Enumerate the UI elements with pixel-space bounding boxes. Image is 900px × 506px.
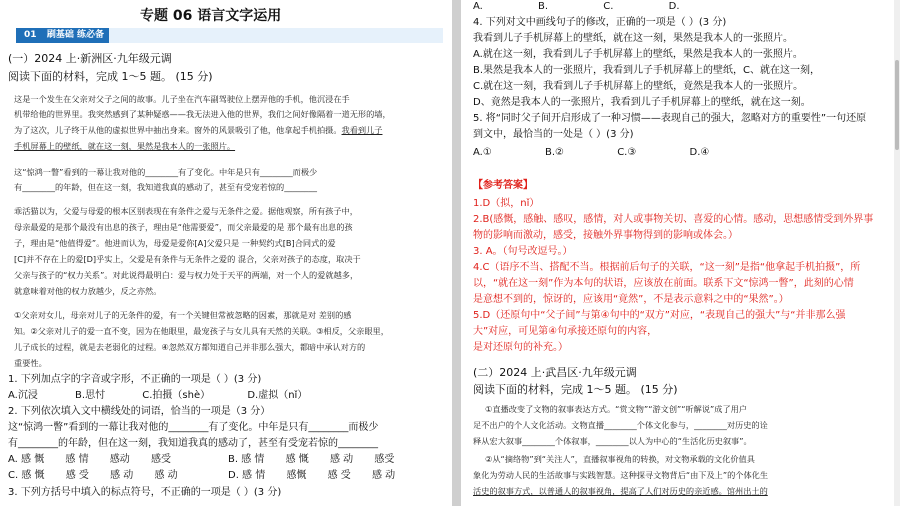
section-heading: (一）2024 上·新洲区·九年级元调 bbox=[8, 52, 172, 65]
option: A.沉浸 bbox=[8, 390, 38, 401]
passage-line: 手机屏幕上的壁纸，就在这一刻，果然是我本人的一张照片。 bbox=[14, 141, 236, 151]
answer-line: 5.D（还原句中“父子间”与第④句中的“双方”对应，“表现自己的强大”与“并非那么强 bbox=[473, 310, 846, 321]
passage-line: [C]并不存在上的爱[D]乎实上，父爱是有条件与无条件之爱的 混合，父亲对孩子的态度，取决于 bbox=[14, 254, 361, 264]
question-3-options bbox=[473, 1, 680, 13]
instruction: 阅读下面的材料，完成 1～5 题。 (15 分) bbox=[473, 383, 678, 396]
passage-line: ①直播改变了文物的叙事表达方式。“赏文物”“游文创”“听解说”成了用户 bbox=[485, 404, 748, 414]
option: D.④ bbox=[689, 147, 710, 158]
answer-line: 以，“就在这一刻”作为本句的状语，应该放在前面。联系下文“惊鸿一瞥”，此刻的心情 bbox=[473, 278, 854, 289]
page-title: 专题 06 语言文字运用 bbox=[140, 8, 282, 24]
page-gutter bbox=[452, 0, 461, 506]
option: C.③ bbox=[617, 147, 637, 158]
answer-line: 1.D（拟，nǐ） bbox=[473, 198, 540, 209]
passage-line: 活史的叙事方式，以普通人的叙事视角，提高了人们对历史的亲近感。馆州出土的 bbox=[473, 486, 768, 496]
question-4-option: A.就在这一刻，我看到儿子手机屏幕上的壁纸，果然是我本人的一张照片。 bbox=[473, 49, 803, 60]
passage-text: 为了这次，儿子终于从他的虚拟世界中抽出身来。窗外的风景吸引了他，他拿起手机拍摄。 bbox=[14, 125, 342, 135]
passage-line: 儿子成长的过程，就是去老弱化的过程。④忽然双方都知道自己并非那么强大，都暗中承认对方的 bbox=[14, 342, 366, 352]
passage-line: 乖活猫以为，父爱与母爱的根本区别表现在有条件之爱与无条件之爱。据他观察，所有孩子中， bbox=[14, 206, 358, 216]
answer-line: 是对还原句的补充。） bbox=[473, 342, 568, 353]
option-word: 感 受 bbox=[65, 470, 89, 481]
banner-text: 刷基础 练必备 bbox=[46, 30, 104, 40]
banner-number: 01 bbox=[24, 30, 37, 40]
question-2: 2. 下列依次填入文中横线处的词语，恰当的一项是（3 分） bbox=[8, 406, 271, 417]
underlined-sentence: 我看到儿子 bbox=[341, 125, 383, 135]
option: C.拍摄（shè） bbox=[142, 390, 211, 401]
vertical-scrollbar[interactable] bbox=[894, 0, 900, 506]
document-page-right bbox=[461, 0, 900, 506]
instruction: 阅读下面的材料，完成 1～5 题。 (15 分) bbox=[8, 70, 213, 83]
question-2-option-row bbox=[8, 470, 178, 482]
passage-line: 有________的年龄，但在这一刻，我知道我真的感动了，甚至有受宠若惊的________ bbox=[14, 182, 317, 192]
question-4-option: B.果然是我本人的一张照片，我看到儿子手机屏幕上的壁纸，C、就在这一刻， bbox=[473, 65, 821, 76]
option: B. bbox=[538, 1, 549, 12]
answer-line: 大”对应，可见第④句承接还原句的内容， bbox=[473, 326, 658, 337]
passage-line: 象化为劳动人民的生活故事与实践智慧。这种探寻文物背后“由下及上”的个体化生 bbox=[473, 470, 769, 480]
question-5-options bbox=[473, 147, 709, 159]
option-word: 感 动 bbox=[329, 454, 354, 465]
passage-line: 这是一个发生在父亲对父子之间的故事。儿子坐在汽车副驾驶位上摆弄他的手机，他沉浸在手 bbox=[14, 94, 350, 104]
answer-line: 是意想不到的，惊讶的，应该用“竟然”，不是表示意料之中的“果然”。） bbox=[473, 294, 789, 305]
question-3: 3. 下列方括号中填入的标点符号，不正确的一项是（ ）(3 分) bbox=[8, 487, 282, 498]
passage-line: 父亲与孩子的“权力关系”。对此说得最明白：爱与权力处于天平的两端，对一个人的爱就越多， bbox=[14, 270, 359, 280]
option: B.② bbox=[545, 147, 565, 158]
question-2-body: 这“惊鸿一瞥”看到的一幕让我对他的________有了变化。中年是只有________而极少 bbox=[8, 422, 379, 433]
option-word: D. 感 情 bbox=[228, 470, 266, 481]
question-2-body: 有________的年龄，但在这一刻，我知道我真的感动了，甚至有受宠若惊的________ bbox=[8, 438, 378, 449]
passage-line: 释从宏大叙事________个体叙事，________以人为中心的“生活化历史叙事”。 bbox=[473, 436, 752, 446]
option-word: C. 感 慨 bbox=[8, 470, 45, 481]
answer-line: 物的影响而激动，感受，接触外界事物得到的影响或体会。） bbox=[473, 230, 738, 241]
answer-heading: 【参考答案】 bbox=[473, 180, 533, 191]
question-1-options bbox=[8, 390, 307, 402]
answer-line: 2.B(感慨，感触、感叹，感情，对人或事物关切、喜爱的心情。感动，思想感情受到外界事 bbox=[473, 214, 874, 225]
passage-line bbox=[14, 125, 382, 136]
option-word: B. 感 情 bbox=[228, 454, 265, 465]
question-4-original: 我看到儿子手机屏幕上的壁纸，就在这一刻，果然是我本人的一张照片。 bbox=[473, 33, 793, 44]
question-4-option: C.就在这一刻，我看到儿子手机屏幕上的壁纸，竟然是我本人的一张照片。 bbox=[473, 81, 804, 92]
passage-line: 足不出户的个人文化活动。文物直播________个体文化参与，________对历史的诠 bbox=[473, 420, 768, 430]
passage-line: ②从“摘络物”到“关注人”，直播叙事视角的转换，对文物承载的文化价值具 bbox=[485, 454, 755, 464]
question-5: 5. 将“同时父子间开启形成了一种习惯——表现自己的强大，忽略对方的重要性”一句还原 bbox=[473, 113, 867, 124]
scrollbar-thumb[interactable] bbox=[895, 60, 899, 150]
question-4-option: D、竟然是我本人的一张照片，我看到儿子手机屏幕上的壁纸，就在这一刻。 bbox=[473, 97, 811, 108]
section-heading: (二）2024 上·武昌区·九年级元调 bbox=[473, 366, 637, 379]
passage-line: 机带给他的世界里。我突然感到了某种疑惑——我无法进入他的世界，我们之间好像隔着一道无形的墙， bbox=[14, 109, 391, 119]
option: D. bbox=[668, 1, 680, 12]
option-word: 感慨 bbox=[286, 470, 307, 481]
option-word: A. 感 慨 bbox=[8, 454, 45, 465]
option-word: 感 情 bbox=[65, 454, 89, 465]
question-2-option-row bbox=[8, 454, 171, 466]
question-2-option-row bbox=[228, 470, 395, 482]
option-word: 感 慨 bbox=[285, 454, 309, 465]
answer-line: 4.C（语序不当、搭配不当。根据前后句子的关联，“这一刻”是指“他拿起手机拍摄”，所 bbox=[473, 262, 861, 273]
option: C. bbox=[603, 1, 614, 12]
question-2-option-row bbox=[228, 454, 394, 466]
passage-line: 这“惊鸿一瞥”看到的一幕让我对他的________有了变化。中年是只有________而极少 bbox=[14, 167, 318, 177]
question-1: 1. 下列加点字的字音或字形，不正确的一项是（ ）(3 分) bbox=[8, 374, 262, 385]
section-banner-tag bbox=[19, 28, 109, 43]
passage-line: 子，理由是“他值得爱”。他进而认为，母爱是爱你[A]父爱只是 一种契约式[B]合同式的爱 bbox=[14, 238, 336, 248]
option: D.虚拟（nǐ） bbox=[247, 390, 308, 401]
passage-line: ①父亲对女儿，母亲对儿子的无条件的爱，有一个关键但常被忽略的因素，那就是对 差别的感 bbox=[14, 310, 352, 320]
option-word: 感动 bbox=[109, 454, 130, 465]
option-word: 感 动 bbox=[110, 470, 134, 481]
question-4: 4. 下列对文中画线句子的修改，正确的一项是（ ）(3 分) bbox=[473, 17, 727, 28]
passage-line: 母亲最爱的是那个最没有出息的孩子，理由是“他需要爱”，而父亲最爱的是 那个最有出息的孩 bbox=[14, 222, 353, 232]
option: A.① bbox=[473, 147, 492, 158]
passage-line: 知。②父亲对儿子的爱一直不变，因为在他眼里，最宠孩子与女儿具有天然的关联。③相反，父亲眼里， bbox=[14, 326, 389, 336]
answer-line: 3. A。（句号改逗号。） bbox=[473, 246, 573, 257]
question-5: 到文中，最恰当的一处是（ ）(3 分) bbox=[473, 129, 634, 140]
option-word: 感受 bbox=[374, 454, 395, 465]
passage-line: 重要性。 bbox=[14, 358, 47, 368]
option-word: 感 动 bbox=[372, 470, 396, 481]
passage-line: 就意味着对他的权力放越少，反之亦然。 bbox=[14, 286, 162, 296]
option: B.思忖 bbox=[75, 390, 106, 401]
option-word: 感 受 bbox=[327, 470, 351, 481]
option: A. bbox=[473, 1, 483, 12]
option-word: 感受 bbox=[150, 454, 171, 465]
option-word: 感 动 bbox=[154, 470, 178, 481]
